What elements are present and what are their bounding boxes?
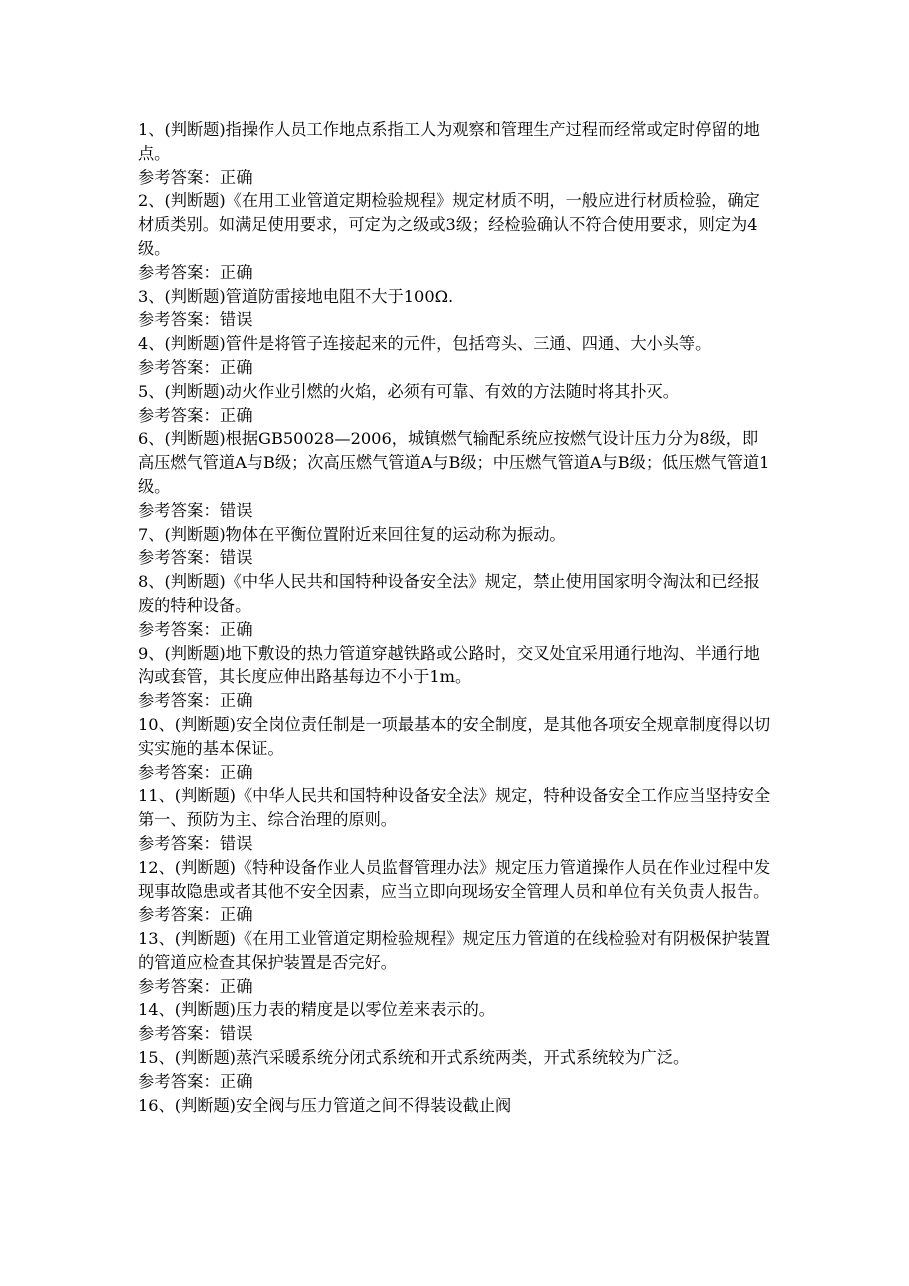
answer-text: 参考答案：错误	[138, 548, 253, 568]
answer-text: 参考答案：正确	[138, 691, 253, 711]
question-text: 3、(判断题)管道防雷接地电阻不大于100Ω.	[138, 286, 454, 306]
question-text: 11、(判断题)《中华人民共和国特种设备安全法》规定，特种设备安全工作应当坚持安全第一、预防为主、综合治理的原则。	[138, 786, 771, 830]
question-text: 7、(判断题)物体在平衡位置附近来回往复的运动称为振动。	[138, 524, 566, 544]
question-text: 8、(判断题)《中华人民共和国特种设备安全法》规定，禁止使用国家明令淘汰和已经报废的特种设备。	[138, 572, 760, 615]
document-body	[138, 118, 774, 1117]
answer-text: 参考答案：正确	[138, 357, 253, 377]
question-text: 6、(判断题)根据GB50028—2006，城镇燃气输配系统应按燃气设计压力分为8级，即高压燃气管道A与B级；次高压燃气管道A与B级；中压燃气管道A与B级；低压燃气管道1级。	[138, 429, 770, 496]
question-text: 15、(判断题)蒸汽采暖系统分闭式系统和开式系统两类，开式系统较为广泛。	[138, 1048, 690, 1068]
question-text: 13、(判断题)《在用工业管道定期检验规程》规定压力管道的在线检验对有阴极保护装置的管道应检查其保护装置是否完好。	[138, 929, 771, 972]
answer-text: 参考答案：正确	[138, 976, 253, 996]
question-text: 14、(判断题)压力表的精度是以零位差来表示的。	[138, 1000, 495, 1020]
question-text: 2、(判断题)《在用工业管道定期检验规程》规定材质不明，一般应进行材质检验，确定材质类别。如满足使用要求，可定为之级或3级；经检验确认不符合使用要求，则定为4级。	[138, 191, 760, 258]
answer-text: 参考答案：正确	[138, 905, 253, 925]
answer-text: 参考答案：正确	[138, 619, 253, 639]
question-text: 1、(判断题)指操作人员工作地点系指工人为观察和管理生产过程而经常或定时停留的地点。	[138, 120, 760, 163]
answer-text: 参考答案：正确	[138, 762, 253, 782]
question-text: 16、(判断题)安全阀与压力管道之间不得装设截止阀	[138, 1095, 512, 1115]
answer-text: 参考答案：正确	[138, 262, 253, 282]
answer-text: 参考答案：错误	[138, 833, 253, 853]
question-text: 4、(判断题)管件是将管子连接起来的元件，包括弯头、三通、四通、大小头等。	[138, 334, 712, 354]
answer-text: 参考答案：错误	[138, 1024, 253, 1044]
question-text: 10、(判断题)安全岗位责任制是一项最基本的安全制度，是其他各项安全规章制度得以切实实施的基本保证。	[138, 714, 771, 758]
answer-text: 参考答案：正确	[138, 405, 253, 425]
answer-text: 参考答案：正确	[138, 167, 253, 187]
question-text: 5、(判断题)动火作业引燃的火焰，必须有可靠、有效的方法随时将其扑灭。	[138, 381, 679, 401]
question-text: 9、(判断题)地下敷设的热力管道穿越铁路或公路时，交叉处宜采用通行地沟、半通行地沟或套管，其长度应伸出路基每边不小于1m。	[138, 643, 760, 687]
answer-text: 参考答案：错误	[138, 310, 253, 330]
answer-text: 参考答案：正确	[138, 1071, 253, 1091]
answer-text: 参考答案：错误	[138, 500, 253, 520]
question-text: 12、(判断题)《特种设备作业人员监督管理办法》规定压力管道操作人员在作业过程中发现事故隐患或者其他不安全因素，应当立即向现场安全管理人员和单位有关负责人报告。	[138, 857, 771, 901]
